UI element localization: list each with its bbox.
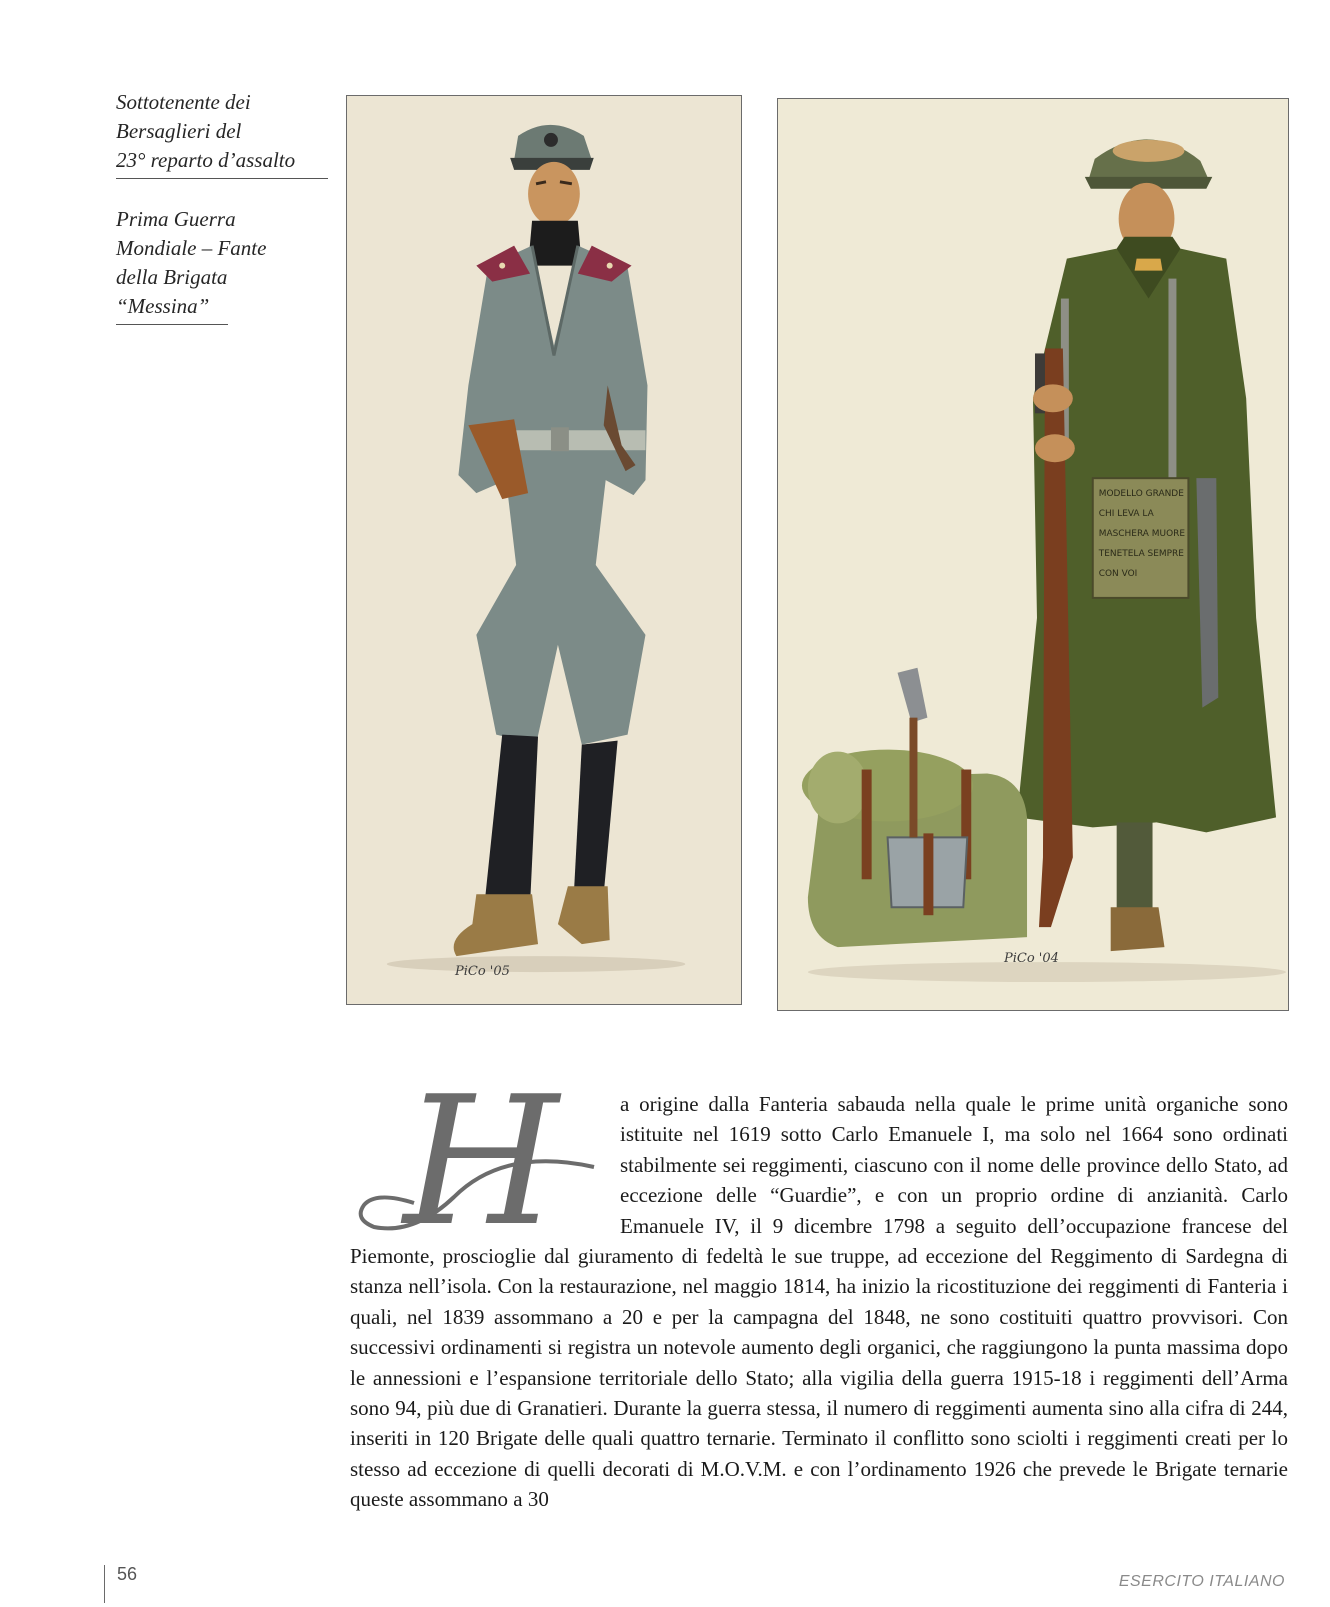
- gas-mask-box-text-line: TENETELA SEMPRE: [1098, 548, 1184, 559]
- running-title: ESERCITO ITALIANO: [1118, 1573, 1285, 1590]
- article-body: [350, 1058, 1288, 1515]
- caption-underline: [116, 178, 328, 179]
- gas-mask-box-text-line: CHI LEVA LA: [1098, 509, 1154, 520]
- caption-officer: [116, 88, 328, 179]
- infantry-soldier-illustration: [778, 99, 1288, 1010]
- caption-text: Prima Guerra Mondiale – Fante della Brigata “Messina”: [116, 207, 267, 318]
- article-paragraph: a origine dalla Fanteria sabauda nella quale le prime unità organiche sono istituite nel 1619 sotto Carlo Emanuele I, ma solo nel 1664 sono ordinati stabilmente sei reggimenti, ciascuno con il nome delle province dello Stato, ad eccezione delle “Guardie”, e con un proprio ordine di anzianità. Carlo Emanuele IV, il 9 dicembre 1798 a seguito dell’occupazione francese del Piemonte, proscioglie dal giuramento di fedeltà le sue truppe, ad eccezione del Reggimento di Sardegna di stanza nell’isola. Con la restaurazione, nel maggio 1814, ha inizio la ricostituzione dei reggimenti di Fanteria i quali, nel 1839 assommano a 20 e per la campagna del 1848, ne sono costituiti quattro provvisori. Con successivi ordinamenti si registra un notevole aumento degli organici, che raggiungono la punta massima dopo le annessioni e l’espansione territoriale dello Stato; alla vigilia della guerra 1915-18 i reggimenti dell’Arma sono 94, più due di Granatieri. Durante la guerra stessa, il numero di reggimenti aumenta sino alla cifra di 244, inseriti in 120 Brigate delle quali quattro ternarie. Terminato il conflitto sono sciolti i reggimenti creati per lo stesso ad eccezione di quelli decorati di M.O.V.M. e con l’ordinamento 1926 che prevede le Brigate ternarie queste assommano a 30: [350, 1092, 1288, 1512]
- infantryman-illustration-plate: [777, 98, 1289, 1011]
- caption-text: Sottotenente dei Bersaglieri del 23° reparto d’assalto: [116, 90, 296, 172]
- drop-cap-letter: H: [403, 1058, 559, 1265]
- footer-rule: [104, 1565, 105, 1603]
- gas-mask-box-text-line: CON VOI: [1098, 568, 1138, 579]
- caption-infantryman: [116, 205, 296, 325]
- artist-signature: PiCo '05: [455, 964, 510, 979]
- caption-underline: [116, 324, 228, 325]
- artist-signature: PiCo '04: [1004, 951, 1059, 966]
- bersaglieri-officer-illustration: [347, 96, 741, 1004]
- drop-cap: [350, 1058, 612, 1265]
- officer-illustration-plate: [346, 95, 742, 1005]
- gas-mask-box-text-line: MODELLO GRANDE: [1098, 489, 1184, 500]
- gas-mask-box-text-line: MASCHERA MUORE: [1098, 529, 1186, 540]
- page-number: 56: [117, 1564, 138, 1584]
